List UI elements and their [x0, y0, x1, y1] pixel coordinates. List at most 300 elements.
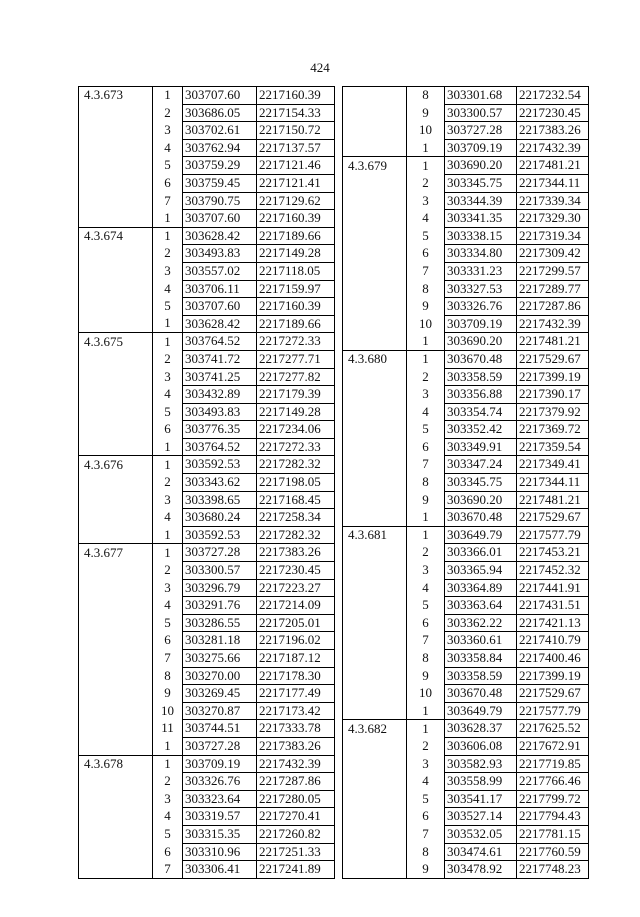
x-coordinate-cell: 303709.19	[183, 755, 257, 773]
plot-id-cell	[79, 685, 153, 703]
table-row	[79, 544, 335, 562]
table-row	[343, 280, 589, 298]
table-row	[79, 825, 335, 843]
x-coordinate-cell: 303331.23	[445, 262, 517, 280]
table-row	[343, 474, 589, 492]
plot-id-cell	[79, 210, 153, 228]
y-coordinate-cell: 2217481.21	[517, 333, 589, 351]
plot-id-cell	[79, 702, 153, 720]
x-coordinate-cell: 303326.76	[183, 773, 257, 791]
point-number-cell: 9	[422, 491, 429, 507]
plot-id-cell: 4.3.676	[79, 456, 153, 474]
y-coordinate-cell: 2217149.28	[257, 245, 335, 263]
table-row	[343, 491, 589, 509]
point-number-cell: 5	[422, 597, 429, 613]
plot-id-cell	[79, 315, 153, 333]
x-coordinate-cell: 303741.72	[183, 350, 257, 368]
y-coordinate-cell: 2217299.57	[517, 262, 589, 280]
plot-id-cell	[343, 650, 407, 668]
x-coordinate-cell: 303649.79	[445, 526, 517, 544]
x-coordinate-cell: 303364.89	[445, 579, 517, 597]
y-coordinate-cell: 2217672.91	[517, 737, 589, 755]
y-coordinate-cell: 2217223.27	[257, 579, 335, 597]
plot-id-cell	[79, 526, 153, 544]
y-coordinate-cell: 2217282.32	[257, 456, 335, 474]
x-coordinate-cell: 303680.24	[183, 509, 257, 527]
x-coordinate-cell: 303366.01	[445, 544, 517, 562]
x-coordinate-cell: 303286.55	[183, 614, 257, 632]
y-coordinate-cell: 2217577.79	[517, 702, 589, 720]
plot-id-cell	[343, 632, 407, 650]
x-coordinate-cell: 303709.19	[445, 139, 517, 157]
x-coordinate-cell: 303592.53	[183, 456, 257, 474]
y-coordinate-cell: 2217410.79	[517, 632, 589, 650]
y-coordinate-cell: 2217234.06	[257, 421, 335, 439]
point-number-cell: 10	[419, 315, 432, 331]
plot-id-cell	[343, 825, 407, 843]
table-row	[79, 685, 335, 703]
x-coordinate-cell: 303690.20	[445, 157, 517, 175]
point-number-cell: 3	[422, 562, 429, 578]
table-row	[343, 632, 589, 650]
table-row	[343, 790, 589, 808]
x-coordinate-cell: 303275.66	[183, 650, 257, 668]
table-row	[343, 192, 589, 210]
y-coordinate-cell: 2217481.21	[517, 157, 589, 175]
table-row	[79, 456, 335, 474]
x-coordinate-cell: 303269.45	[183, 685, 257, 703]
x-coordinate-cell: 303670.48	[445, 685, 517, 703]
y-coordinate-cell: 2217149.28	[257, 403, 335, 421]
table-row	[79, 315, 335, 333]
table-row	[79, 650, 335, 668]
table-row	[79, 87, 335, 105]
x-coordinate-cell: 303300.57	[445, 104, 517, 122]
y-coordinate-cell: 2217349.41	[517, 456, 589, 474]
y-coordinate-cell: 2217272.33	[257, 333, 335, 351]
y-coordinate-cell: 2217309.42	[517, 245, 589, 263]
y-coordinate-cell: 2217390.17	[517, 386, 589, 404]
y-coordinate-cell: 2217178.30	[257, 667, 335, 685]
y-coordinate-cell: 2217529.67	[517, 350, 589, 368]
point-number-cell: 2	[422, 544, 429, 560]
table-row	[343, 368, 589, 386]
x-coordinate-cell: 303727.28	[445, 122, 517, 140]
point-number-cell: 5	[164, 157, 171, 173]
plot-id-cell	[79, 632, 153, 650]
table-row	[79, 526, 335, 544]
point-number-cell: 1	[164, 737, 171, 753]
table-row	[79, 843, 335, 861]
table-row	[343, 808, 589, 826]
y-coordinate-cell: 2217379.92	[517, 403, 589, 421]
table-row	[79, 368, 335, 386]
x-coordinate-cell: 303628.42	[183, 315, 257, 333]
x-coordinate-cell: 303741.25	[183, 368, 257, 386]
table-row	[343, 87, 589, 105]
table-row	[79, 210, 335, 228]
y-coordinate-cell: 2217748.23	[517, 861, 589, 879]
point-number-cell: 5	[422, 421, 429, 437]
y-coordinate-cell: 2217121.46	[257, 157, 335, 175]
y-coordinate-cell: 2217230.45	[257, 562, 335, 580]
plot-id-cell	[79, 438, 153, 456]
plot-id-cell	[343, 474, 407, 492]
table-row	[343, 526, 589, 544]
table-row	[79, 280, 335, 298]
table-row	[343, 403, 589, 421]
plot-id-cell	[79, 562, 153, 580]
plot-id-cell	[79, 720, 153, 738]
y-coordinate-cell: 2217232.54	[517, 87, 589, 105]
table-row	[79, 579, 335, 597]
point-number-cell: 2	[422, 737, 429, 753]
x-coordinate-cell: 303358.59	[445, 368, 517, 386]
plot-id-cell	[343, 737, 407, 755]
point-number-cell: 2	[164, 773, 171, 789]
table-row	[343, 210, 589, 228]
y-coordinate-cell: 2217160.39	[257, 87, 335, 105]
y-coordinate-cell: 2217369.72	[517, 421, 589, 439]
table-row	[79, 386, 335, 404]
plot-id-cell	[79, 579, 153, 597]
table-row	[79, 122, 335, 140]
table-row	[79, 333, 335, 351]
y-coordinate-cell: 2217118.05	[257, 262, 335, 280]
point-number-cell: 1	[422, 509, 429, 524]
point-number-cell: 9	[422, 104, 429, 120]
plot-id-cell: 4.3.682	[343, 720, 407, 738]
point-number-cell: 9	[164, 685, 171, 701]
table-row	[79, 157, 335, 175]
point-number-cell: 1	[407, 350, 445, 368]
table-row	[343, 456, 589, 474]
x-coordinate-cell: 303343.62	[183, 474, 257, 492]
table-row	[343, 685, 589, 703]
y-coordinate-cell: 2217282.32	[257, 526, 335, 544]
plot-id-cell	[343, 227, 407, 245]
point-number-cell: 9	[407, 861, 445, 879]
point-number-cell: 7	[153, 861, 183, 879]
table-row	[79, 597, 335, 615]
y-coordinate-cell: 2217481.21	[517, 491, 589, 509]
y-coordinate-cell: 2217421.13	[517, 614, 589, 632]
point-number-cell: 4	[164, 139, 171, 155]
y-coordinate-cell: 2217441.91	[517, 579, 589, 597]
point-number-cell: 3	[164, 122, 171, 138]
table-row	[79, 438, 335, 456]
y-coordinate-cell: 2217173.42	[257, 702, 335, 720]
y-coordinate-cell: 2217187.12	[257, 650, 335, 668]
point-number-cell: 4	[422, 579, 429, 595]
plot-id-cell	[79, 667, 153, 685]
x-coordinate-cell: 303347.24	[445, 456, 517, 474]
y-coordinate-cell: 2217129.62	[257, 192, 335, 210]
x-coordinate-cell: 303291.76	[183, 597, 257, 615]
y-coordinate-cell: 2217189.66	[257, 227, 335, 245]
point-number-cell: 1	[164, 438, 171, 454]
plot-id-cell	[343, 421, 407, 439]
plot-id-cell	[343, 773, 407, 791]
point-number-cell: 11	[161, 720, 174, 736]
y-coordinate-cell: 2217198.05	[257, 474, 335, 492]
point-number-cell: 6	[164, 843, 171, 859]
plot-id-cell	[79, 386, 153, 404]
x-coordinate-cell: 303592.53	[183, 526, 257, 544]
plot-id-cell	[79, 174, 153, 192]
coordinate-table-left	[78, 86, 335, 879]
point-number-cell: 4	[164, 597, 171, 613]
table-row	[79, 720, 335, 738]
plot-id-cell	[343, 192, 407, 210]
x-coordinate-cell: 303541.17	[445, 790, 517, 808]
plot-id-cell	[343, 139, 407, 157]
table-row	[79, 192, 335, 210]
point-number-cell: 8	[422, 650, 429, 665]
table-row	[79, 262, 335, 280]
table-row	[343, 702, 589, 720]
y-coordinate-cell: 2217431.51	[517, 597, 589, 615]
y-coordinate-cell: 2217453.21	[517, 544, 589, 562]
table-row	[343, 544, 589, 562]
table-row	[79, 737, 335, 755]
x-coordinate-cell: 303557.02	[183, 262, 257, 280]
y-coordinate-cell: 2217432.39	[517, 315, 589, 333]
y-coordinate-cell: 2217189.66	[257, 315, 335, 333]
plot-id-cell	[79, 597, 153, 615]
plot-id-cell	[79, 157, 153, 175]
y-coordinate-cell: 2217329.30	[517, 210, 589, 228]
point-number-cell: 9	[422, 298, 429, 314]
point-number-cell: 1	[422, 702, 429, 718]
x-coordinate-cell: 303270.87	[183, 702, 257, 720]
point-number-cell: 8	[407, 87, 445, 105]
x-coordinate-cell: 303478.92	[445, 861, 517, 879]
plot-id-cell	[343, 685, 407, 703]
x-coordinate-cell: 303474.61	[445, 843, 517, 861]
point-number-cell: 1	[153, 456, 183, 474]
point-number-cell: 2	[164, 350, 171, 366]
y-coordinate-cell: 2217333.78	[257, 720, 335, 738]
point-number-cell: 4	[422, 403, 429, 419]
table-row	[343, 509, 589, 527]
table-row	[343, 650, 589, 668]
y-coordinate-cell: 2217625.52	[517, 720, 589, 738]
x-coordinate-cell: 303686.05	[183, 104, 257, 122]
x-coordinate-cell: 303358.84	[445, 650, 517, 668]
y-coordinate-cell: 2217399.19	[517, 667, 589, 685]
table-row	[343, 562, 589, 580]
y-coordinate-cell: 2217794.43	[517, 808, 589, 826]
plot-id-cell	[79, 861, 153, 879]
point-number-cell: 9	[422, 667, 429, 683]
table-row	[79, 632, 335, 650]
table-row	[79, 808, 335, 826]
point-number-cell: 3	[164, 790, 171, 806]
x-coordinate-cell: 303360.61	[445, 632, 517, 650]
x-coordinate-cell: 303352.42	[445, 421, 517, 439]
x-coordinate-cell: 303398.65	[183, 491, 257, 509]
table-row	[343, 667, 589, 685]
table-row	[343, 315, 589, 333]
point-number-cell: 1	[153, 544, 183, 562]
x-coordinate-cell: 303764.52	[183, 333, 257, 351]
y-coordinate-cell: 2217160.39	[257, 298, 335, 316]
plot-id-cell	[79, 262, 153, 280]
plot-id-cell	[79, 139, 153, 157]
table-row	[343, 298, 589, 316]
x-coordinate-cell: 303338.15	[445, 227, 517, 245]
plot-id-cell	[343, 333, 407, 351]
point-number-cell: 4	[164, 280, 171, 296]
table-row	[343, 438, 589, 456]
plot-id-cell	[79, 650, 153, 668]
x-coordinate-cell: 303315.35	[183, 825, 257, 843]
table-row	[79, 790, 335, 808]
table-row	[79, 491, 335, 509]
table-row	[79, 174, 335, 192]
table-row	[343, 579, 589, 597]
point-number-cell: 6	[164, 174, 171, 190]
y-coordinate-cell: 2217196.02	[257, 632, 335, 650]
plot-id-cell: 4.3.681	[343, 526, 407, 544]
point-number-cell: 4	[164, 808, 171, 824]
x-coordinate-cell: 303327.53	[445, 280, 517, 298]
x-coordinate-cell: 303670.48	[445, 350, 517, 368]
plot-id-cell	[343, 562, 407, 580]
x-coordinate-cell: 303527.14	[445, 808, 517, 826]
y-coordinate-cell: 2217214.09	[257, 597, 335, 615]
y-coordinate-cell: 2217160.39	[257, 210, 335, 228]
point-number-cell: 5	[164, 298, 171, 314]
plot-id-cell	[343, 368, 407, 386]
plot-id-cell	[343, 667, 407, 685]
plot-id-cell	[79, 403, 153, 421]
plot-id-cell	[343, 790, 407, 808]
plot-id-cell	[79, 737, 153, 755]
x-coordinate-cell: 303344.39	[445, 192, 517, 210]
point-number-cell: 8	[422, 843, 429, 859]
point-number-cell: 8	[422, 474, 429, 490]
x-coordinate-cell: 303670.48	[445, 509, 517, 527]
plot-id-cell	[79, 509, 153, 527]
y-coordinate-cell: 2217287.86	[257, 773, 335, 791]
x-coordinate-cell: 303776.35	[183, 421, 257, 439]
y-coordinate-cell: 2217359.54	[517, 438, 589, 456]
x-coordinate-cell: 303334.80	[445, 245, 517, 263]
point-number-cell: 10	[161, 702, 174, 718]
point-number-cell: 6	[422, 245, 429, 261]
x-coordinate-cell: 303762.94	[183, 139, 257, 157]
x-coordinate-cell: 303532.05	[445, 825, 517, 843]
y-coordinate-cell: 2217154.33	[257, 104, 335, 122]
y-coordinate-cell: 2217432.39	[517, 139, 589, 157]
x-coordinate-cell: 303606.08	[445, 737, 517, 755]
table-row	[79, 227, 335, 245]
table-row	[343, 122, 589, 140]
point-number-cell: 4	[422, 210, 429, 226]
plot-id-cell	[343, 210, 407, 228]
plot-id-cell	[79, 808, 153, 826]
plot-id-cell	[343, 702, 407, 720]
y-coordinate-cell: 2217529.67	[517, 685, 589, 703]
point-number-cell: 1	[164, 526, 171, 542]
x-coordinate-cell: 303345.75	[445, 174, 517, 192]
plot-id-cell	[79, 773, 153, 791]
plot-id-cell	[79, 825, 153, 843]
y-coordinate-cell: 2217383.26	[517, 122, 589, 140]
table-row	[343, 755, 589, 773]
point-number-cell: 2	[422, 174, 429, 190]
point-number-cell: 3	[164, 262, 171, 278]
x-coordinate-cell: 303707.60	[183, 210, 257, 228]
y-coordinate-cell: 2217452.32	[517, 562, 589, 580]
point-number-cell: 1	[153, 87, 183, 105]
plot-id-cell	[79, 350, 153, 368]
point-number-cell: 7	[164, 192, 171, 208]
table-row	[79, 773, 335, 791]
x-coordinate-cell: 303281.18	[183, 632, 257, 650]
y-coordinate-cell: 2217344.11	[517, 474, 589, 492]
point-number-cell: 5	[164, 825, 171, 841]
plot-id-cell	[343, 861, 407, 879]
plot-id-cell: 4.3.680	[343, 350, 407, 368]
x-coordinate-cell: 303709.19	[445, 315, 517, 333]
y-coordinate-cell: 2217205.01	[257, 614, 335, 632]
point-number-cell: 6	[164, 421, 171, 437]
plot-id-cell	[79, 790, 153, 808]
point-number-cell: 5	[422, 790, 429, 806]
point-number-cell: 5	[164, 614, 171, 630]
plot-id-cell	[343, 597, 407, 615]
table-row	[79, 755, 335, 773]
table-row	[79, 350, 335, 368]
point-number-cell: 2	[164, 245, 171, 261]
table-row	[79, 104, 335, 122]
x-coordinate-cell: 303319.57	[183, 808, 257, 826]
table-row	[343, 350, 589, 368]
point-number-cell: 2	[164, 104, 171, 120]
y-coordinate-cell: 2217287.86	[517, 298, 589, 316]
y-coordinate-cell: 2217799.72	[517, 790, 589, 808]
x-coordinate-cell: 303296.79	[183, 579, 257, 597]
x-coordinate-cell: 303323.64	[183, 790, 257, 808]
point-number-cell: 5	[422, 227, 429, 243]
point-number-cell: 2	[164, 562, 171, 578]
table-row	[343, 861, 589, 879]
plot-id-cell	[343, 315, 407, 333]
x-coordinate-cell: 303300.57	[183, 562, 257, 580]
point-number-cell: 1	[153, 755, 183, 773]
point-number-cell: 6	[422, 808, 429, 824]
x-coordinate-cell: 303706.11	[183, 280, 257, 298]
page-number: 424	[310, 60, 330, 75]
plot-id-cell	[343, 174, 407, 192]
point-number-cell: 1	[422, 333, 429, 349]
table-row	[79, 139, 335, 157]
y-coordinate-cell: 2217766.46	[517, 773, 589, 791]
plot-id-cell	[343, 386, 407, 404]
point-number-cell: 1	[407, 526, 445, 544]
x-coordinate-cell: 303349.91	[445, 438, 517, 456]
x-coordinate-cell: 303345.75	[445, 474, 517, 492]
x-coordinate-cell: 303759.45	[183, 174, 257, 192]
point-number-cell: 6	[422, 438, 429, 454]
plot-id-cell	[79, 421, 153, 439]
table-row	[79, 614, 335, 632]
table-row	[343, 174, 589, 192]
point-number-cell: 8	[422, 280, 429, 296]
